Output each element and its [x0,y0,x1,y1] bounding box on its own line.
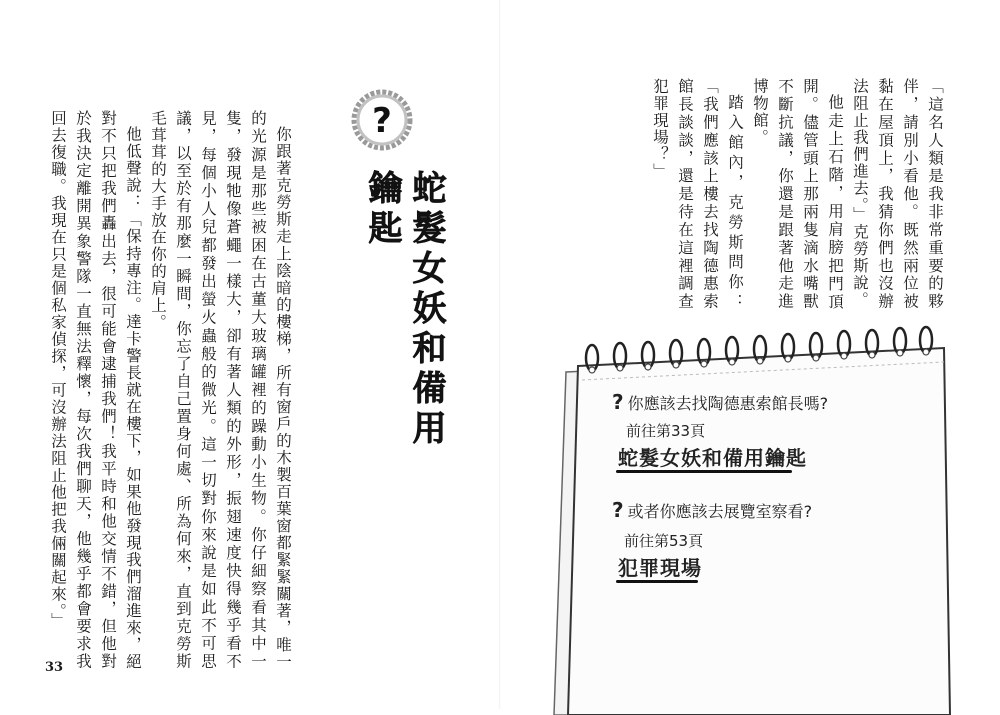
chapter-title: 蛇髮女妖和備用鑰匙 [362,170,446,450]
paragraph: 「這名人類是我非常重要的夥伴，請別小看他。既然兩位被黏在屋頂上，我猜你們也沒辦法阻止我們進去。」克勞斯說。 [851,78,944,310]
chapter-mark-glyph: ? [372,101,392,141]
page-number: 33 [45,660,64,675]
choice-1-underline [616,470,792,473]
choice-1-link[interactable]: 蛇髮女妖和備用鑰匙 [618,446,807,470]
question-mark-icon: ? [612,390,624,414]
right-page-body [612,78,947,310]
choice-2-question-text: 或者你應該去展覽室察看? [627,502,813,521]
choice-2-link[interactable]: 犯罪現場 [618,556,702,580]
question-mark-icon: ? [612,498,624,522]
choice-1-question [612,390,828,414]
choice-2-underline [616,580,698,583]
paragraph: 踏入館內，克勞斯問你：「我們應該上樓去找陶德惠索館長談談，還是待在這裡調查犯罪現場？」 [651,78,744,310]
paragraph: 他走上石階，用肩膀把門頂開。儘管頭上那兩隻滴水嘴獸不斷抗議，你還是跟著他走進博物館。 [751,78,844,310]
paragraph: 他低聲說：「保持專注。達卡警長就在樓下，如果他發現我們溜進來，絕對不只把我們轟出去，很可能會逮捕我們！我平時和他交情不錯，但他對於我決定離開異象警隊一直無法釋懷，每次我們聊天，他幾乎都會要求我回去復職。我現在只是個私家偵探，可沒辦法阻止他把我倆關起來。」 [49,110,142,670]
choice-1-goto: 前往第33頁 [626,422,706,440]
choice-1-question-text: 你應該去找陶德惠索館長嗎? [627,394,829,413]
choice-2-goto: 前往第53頁 [624,532,704,550]
choice-notepad [548,320,960,715]
choice-2-question [612,498,812,522]
question-mark-icon [350,88,414,152]
paragraph: 你跟著克勞斯走上陰暗的樓梯，所有窗戶的木製百葉窗都緊緊關著，唯一的光源是那些被困在古董大玻璃罐裡的躁動小生物。你仔細察看其中一隻，發現牠像蒼蠅一樣大，卻有著人類的外形，振翅速度快得幾乎看不見，每個小人兒都發出螢火蟲般的微光。這一切對你來說是如此不可思議，以至於有那麼一瞬間，你忘了自己置身何處、所為何來，直到克勞斯毛茸茸的大手放在你的肩上。 [149,110,292,670]
